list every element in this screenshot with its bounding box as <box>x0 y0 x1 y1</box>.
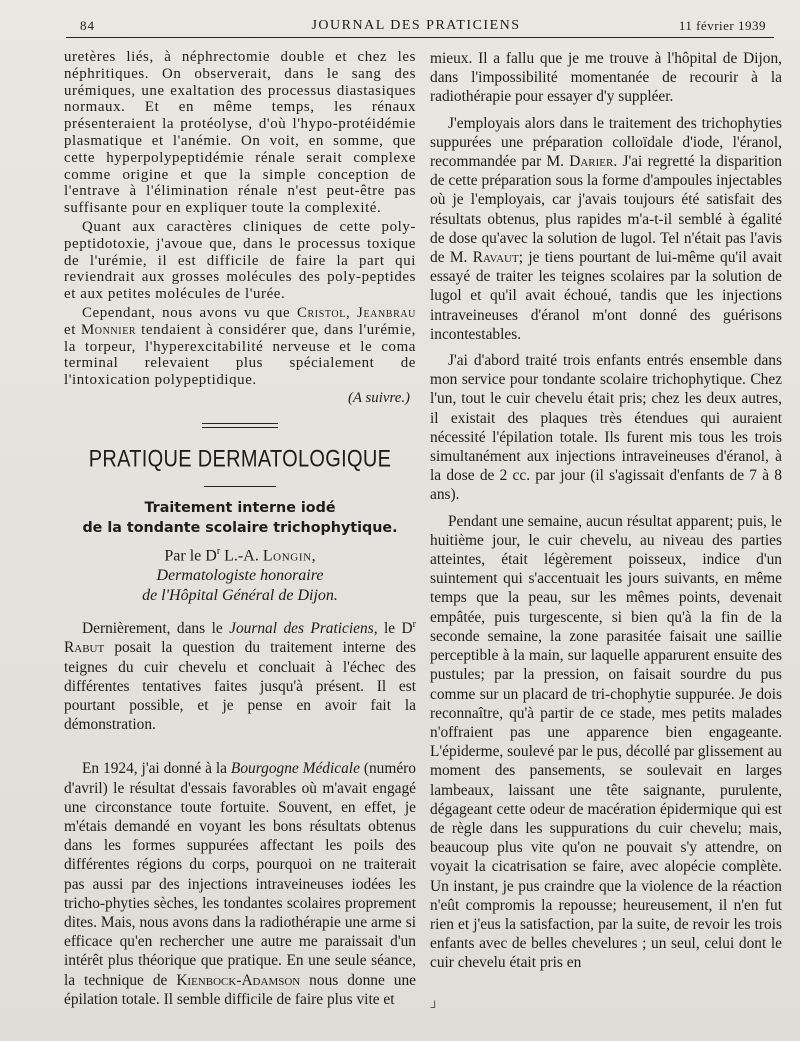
to-be-continued: (A suivre.) <box>347 389 410 406</box>
author-name: Rabut <box>64 639 105 657</box>
title-divider <box>204 486 276 487</box>
article-title: Traitement interne iodé de la tondante scolaire trichophytique. <box>82 499 398 536</box>
author-affiliation: Dermatologiste honoraire de l'Hôpital Général de Dijon. <box>142 567 338 605</box>
print-mark: ᒧ <box>430 1000 437 1011</box>
section-divider <box>202 423 278 428</box>
issue-date: 11 février 1939 <box>678 18 766 33</box>
paragraph: J'employais alors dans le traitement des trichophyties suppurées une préparation colloïdale d'iode, l'éranol, recommandée par M. Darier. J'ai regretté la disparition de cette préparation sous la forme d'ampoules injectables où je l'employais, car j'avais toujours été satisfait des résultats obtenus, plus rapides m'a-t-il semblé à égalité de dose qu'avec la solution de lugol. Tel n'était pas l'avis de M. Ravaut; je tiens pourtant de lui-même qu'il avait essayé de traiter les teignes scolaires par la solution de lugol et qu'il avait échoué, tandis que les injections intraveineuses d'éranol m'ont donné des guérisons incontestables. <box>430 114 782 343</box>
article-body-right <box>430 49 782 973</box>
author-name: Monnier <box>80 321 137 338</box>
page-number: 84 <box>80 18 95 33</box>
paragraph: Quant aux caractères cliniques de cette poly-peptidotoxie, j'avoue que, dans le processus toxique de l'urémie, il est difficile de faire la part qui reviendrait aux grosses molécules des poly-peptides et aux petites molécules de l'urée. <box>64 218 416 303</box>
left-column <box>64 49 416 1009</box>
journal-title: JOURNAL DES PRATICIENS <box>311 18 521 33</box>
paragraph: mieux. Il a fallu que je me trouve à l'hôpital de Dijon, dans l'impossibilité momentanée de recourir à la radiothérapie pour essayer d'y suppléer. <box>430 50 782 106</box>
author-name: Jeanbrau <box>357 304 416 321</box>
paragraph: En 1924, j'ai donné à la Bourgogne Médicale (numéro d'avril) le résultat d'essais favorables où m'avait engagé une circonstance toute fortuite. Souvent, en effet, je m'étais demandé en voyant les bons résultats obtenus dans les formes suppurées affectant les poils des différentes régions du corps, pourquoi on ne traiterait pas aussi par des injections intraveineuses iodées les tricho-phyties sèches, les tondantes scolaires proprement dites. Mais, nous avons dans la radiothérapie une arme si efficace qu'en rechercher une autre me paraissait d'un intérêt plus théorique que pratique. En une seule séance, la technique de Kienbock-Adamson nous donne une épilation totale. Il semble difficile de faire plus vite et <box>64 760 416 1008</box>
running-header <box>66 14 766 36</box>
paragraph: Cependant, nous avons vu que Cristol, Jeanbrau et Monnier tendaient à considérer que, dans l'urémie, la torpeur, l'hyperexcitabilité nerveuse et le coma terminal relevaient plus spécialement de l'intoxication polypeptidique. <box>64 304 416 389</box>
author-name: Cristol <box>296 304 346 321</box>
byline: Par le $D^r$ L.-A. Longin, <box>164 545 316 565</box>
author-name: Longin <box>262 547 312 565</box>
author-name: Kienbock-Adamson <box>176 971 301 989</box>
article-body-left <box>64 615 416 1009</box>
section-title: PRATIQUE DERMATOLOGIQUE <box>88 445 392 473</box>
paragraph: uretères liés, à néphrectomie double et chez les néphritiques. On observerait, dans le sang des urémiques, une exaltation des processus diastasiques normaux. Et en même temps, les rénaux présenteraient la protéolyse, d'où l'hypo-protéidémie plasmatique et l'anémie. On voit, en somme, que cette hyperpolypeptidémie rénale serait complexe comme origine et que la simple conception de l'entrave à l'élimination rénale n'est peut-être pas suffisante pour en expliquer toute la complexité. <box>64 49 416 217</box>
right-column <box>430 49 782 973</box>
author-name: Ravaut <box>472 249 519 267</box>
paragraph: Pendant une semaine, aucun résultat apparent; puis, le huitième jour, le cuir chevelu, au niveau des parties atteintes, était légèrement poisseux, indice d'un suintement qui s'accentuait les jours suivants, en même temps que la peau, sur les mêmes points, devenait empâtée, puis turgescente, si bien qu'à la fin de la seconde semaine, la zone parasitée faisait une saillie perceptible à la main, sur laquelle apparurent ensuite des pustules; par la pression, on faisait sourdre du pus comme sur un placard de tri-chophytie suppurée. Je dois reconnaître, qu'à partir de ce stade, mes petits malades n'offraient pas une apparence bien engageante. L'épiderme, soulevé par le pus, décollé par glissement au moment des pansements, se soulevait en larges lambeaux, laissant une tête saignante, purulente, dégageant cette odeur de macération épidermique qui est de règle dans les suppurations du cuir chevelu; mais, beaucoup plus vite qu'on ne pouvait s'y attendre, on voyait la cicatrisation se faire, avec alopécie complète. Un instant, je pus craindre que la violence de la réaction n'eût compromis la repousse; heureusement, il n'en fut rien et j'eus la satisfaction, par la suite, de revoir les trois enfants avec de belles chevelures ; un seul, celui dont le cuir chevelu était pris en <box>430 512 782 972</box>
paragraph: Dernièrement, dans le Journal des Praticiens, le $D^r$ Rabut posait la question du traitement interne des teignes du cuir chevelu et concluait à l'échec des différentes tentatives faites jusqu'à présent. Il est pourtant possible, et je pense en avoir fait la démonstration. <box>64 619 417 734</box>
previous-article-continuation <box>64 49 416 407</box>
header-rule <box>66 37 774 38</box>
author-name: Darier <box>569 153 614 171</box>
paragraph: J'ai d'abord traité trois enfants entrés ensemble dans mon service pour tondante scolaire trichophytique. Chez l'un, tout le cuir chevelu était pris; chez les deux autres, il existait des plaques très étendues qui auraient nécessité l'épilation totale. Ils furent mis tous les trois simultanément aux injections intraveineuses d'éranol, à la dose de 2 cc. par jour (il s'agissait d'enfants de 7 à 8 ans). <box>430 352 782 504</box>
